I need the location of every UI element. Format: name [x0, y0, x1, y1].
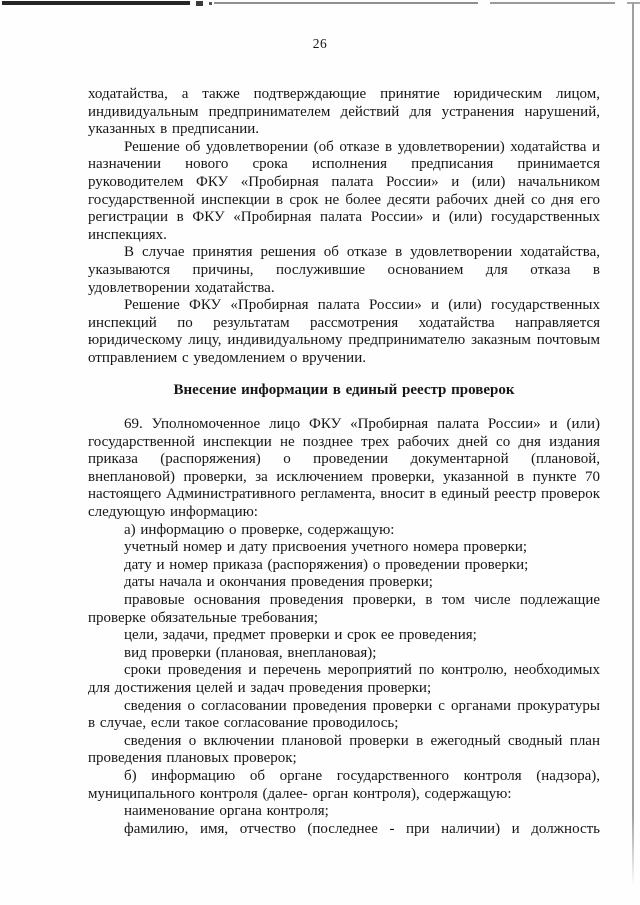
list-item: правовые основания проведения проверки, в том числе подлежащие проверке обязательные требования; — [88, 592, 600, 626]
scan-edge-top — [214, 2, 478, 4]
list-item: цели, задачи, предмет проверки и срок ее проведения; — [124, 627, 477, 644]
list-item: сроки проведения и перечень мероприятий по контролю, необходимых для достижения целей и задач проведения проверки; — [88, 662, 600, 696]
list-item: сведения о согласовании проведения проверки с органами прокуратуры в случае, если такое согласование проводилось; — [88, 697, 600, 732]
list-item: дату и номер приказа (распоряжения) о проведении проверки; — [124, 556, 529, 573]
paragraph: Решение об удовлетворении (об отказе в удовлетворении) ходатайства и назначении нового срока исполнения предписания принимается руководителем ФКУ «Пробирная палата России» и (или) начальником государственной инспекции в срок не более десяти рабочих дней со дня его регистрации в ФКУ «Пробирная палата России» и (или) государственных инспекциях. — [88, 138, 600, 243]
scan-edge-top — [2, 1, 190, 5]
paragraph: ходатайства, а также подтверждающие принятие юридическим лицом, индивидуальным предпринимателем действий для устранения нарушений, указанных в предписании. — [88, 86, 600, 138]
paragraph: 69. Уполномоченное лицо ФКУ «Пробирная палата России» и (или) государственной инспекции не позднее трех рабочих дней со дня издания приказа (распоряжения) о проведении документарной (плановой, внеплановой) проверки, за исключением проверки, указанной в пункте 70 настоящего Административного регламента, вносит в единый реестр проверок следующую информацию: — [88, 416, 600, 521]
paragraph: В случае принятия решения об отказе в удовлетворении ходатайства, указываются причины, послужившие основанием для отказа в удовлетворении ходатайства. — [88, 244, 600, 296]
list-item: а) информацию о проверке, содержащую: — [124, 521, 395, 538]
scan-edge-top — [209, 2, 212, 5]
page-number: 26 — [312, 36, 328, 51]
list-item: учетный номер и дату присвоения учетного номера проверки; — [124, 539, 528, 556]
list-item: наименование органа контроля; — [124, 803, 329, 820]
list-item: б) информацию об органе государственного контроля (надзора), муниципального контроля (далее- орган контроля), содержащую: — [88, 767, 600, 802]
scan-edge-top — [196, 1, 203, 6]
scan-edge-right — [632, 2, 634, 886]
scan-edge-top — [490, 2, 615, 4]
list-item: вид проверки (плановая, внеплановая); — [124, 644, 377, 661]
paragraph: фамилию, имя, отчество (последнее - при наличии) и должность — [124, 820, 600, 837]
list-item: даты начала и окончания проведения проверки; — [124, 574, 433, 591]
section-heading: Внесение информации в единый реестр проверок — [173, 381, 515, 398]
list-item: сведения о включении плановой проверки в ежегодный сводный план проведения плановых проверок; — [88, 732, 600, 767]
paragraph: Решение ФКУ «Пробирная палата России» и (или) государственных инспекций по результатам рассмотрения ходатайства направляется юридическому лицу, индивидуальному предпринимателю заказным почтовым отправлением с уведомлением о вручении. — [88, 297, 600, 366]
document-body — [88, 86, 600, 838]
